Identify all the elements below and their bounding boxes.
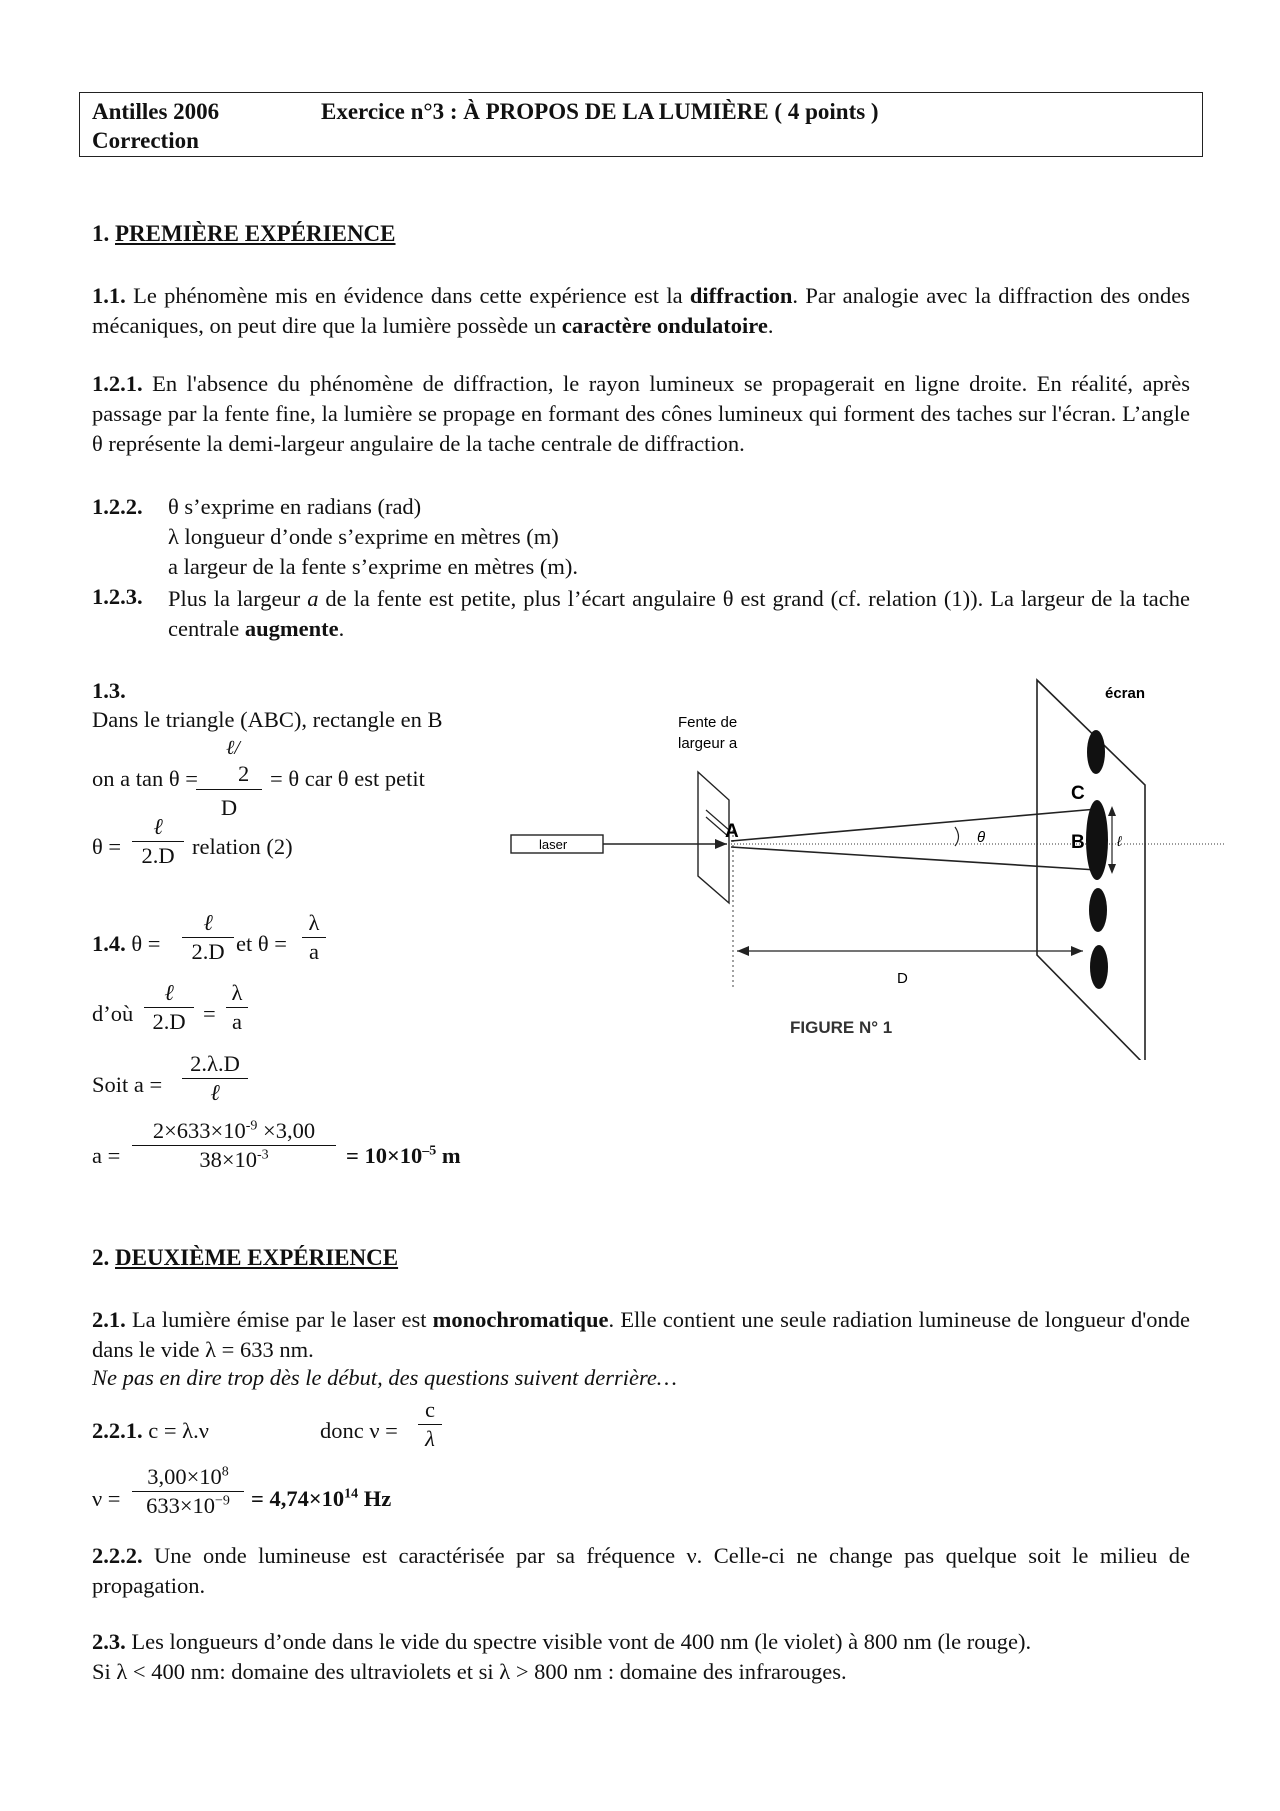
theta-label: θ <box>977 829 986 846</box>
theta-eq-label: θ = <box>92 834 122 859</box>
a-result: = $10\times 10^{-5}$ m <box>346 1143 461 1168</box>
equals-sign: = <box>203 1001 216 1026</box>
lambda-over-a-fraction: λ a <box>302 910 326 965</box>
nu-result: = $4,74\times 10^{14}$ Hz <box>251 1486 392 1511</box>
label-1-2-2: 1.2.2. <box>92 494 143 519</box>
paragraph-2-2-2: 2.2.2. Une onde lumineuse est caractérisée par sa fréquence ν. Celle-ci ne change pas quelque soit le milieu de propagation. <box>92 1543 1190 1598</box>
figure-caption: FIGURE N° 1 <box>790 1018 893 1037</box>
header-title: Exercice n°3 : À PROPOS DE LA LUMIÈRE ( 4 points ) <box>321 99 879 124</box>
dou-label: d’où <box>92 1001 134 1026</box>
spot-bottom <box>1090 945 1108 989</box>
paragraph-1-2-1: 1.2.1. En l'absence du phénomène de diffraction, le rayon lumineux se propagerait en ligne droite. En réalité, après passage par la fente fine, la lumière se propage en formant des cônes lumineux qui forment des taches sur l'écran. L’angle θ représente la demi-largeur angulaire de la tache centrale de diffraction. <box>92 371 1190 456</box>
nu-calc-label: ν = <box>92 1486 121 1511</box>
c-lambda-nu: 2.2.1. c = λ.ν <box>92 1418 209 1443</box>
spot-lower <box>1089 888 1107 932</box>
paragraph-2-3-line2: Si λ < 400 nm: domaine des ultraviolets et si λ > 800 nm : domaine des infrarouges. <box>92 1659 847 1684</box>
ecran-label: écran <box>1105 685 1146 702</box>
point-C: C <box>1071 783 1085 804</box>
soit-label: Soit a = <box>92 1072 163 1097</box>
spot-central <box>1086 800 1108 880</box>
triangle-statement: Dans le triangle (ABC), rectangle en B <box>92 707 443 732</box>
point-A: A <box>725 821 739 842</box>
paragraph-2-1: 2.1. La lumière émise par le laser est monochromatique. Elle contient une seule radiation lumineuse de longueur d'onde dans le vide λ = 633 nm. <box>92 1307 1190 1362</box>
diffraction-figure <box>505 660 1225 1060</box>
unit-theta: θ s’exprime en radians (rad) <box>168 494 422 519</box>
slit-label-1: Fente de <box>678 714 738 731</box>
D-label: D <box>897 970 908 987</box>
section-2-heading: 2. DEUXIÈME EXPÉRIENCE <box>92 1245 399 1270</box>
ell-label: ℓ <box>1117 833 1122 849</box>
section-1-heading: 1. PREMIÈRE EXPÉRIENCE <box>92 221 396 246</box>
teacher-note: Ne pas en dire trop dès le début, des questions suivent derrière… <box>92 1365 677 1390</box>
ell-over-2D-fraction-2: ℓ 2.D <box>182 910 234 965</box>
header-year: Antilles 2006 <box>92 99 220 124</box>
a-calc-fraction: $2\times 633\times 10^{-9} \times 3,00$ $38\times 10^{-3}$ <box>132 1118 336 1173</box>
label-1-2-3: 1.2.3. <box>92 584 143 609</box>
paragraph-1-1: 1.1. Le phénomène mis en évidence dans cette expérience est la diffraction. Par analogie avec la diffraction des ondes mécaniques, on peut dire que la lumière possède un caractère ondulatoire. <box>92 283 1191 338</box>
slit-label-2: largeur a <box>678 735 738 752</box>
paragraph-2-3-line1: 2.3. Les longueurs d’onde dans le vide du spectre visible vont de 400 nm (le violet) à 800 nm (le rouge). <box>92 1629 1032 1654</box>
ell-over-2D-fraction: ℓ 2.D <box>132 814 184 869</box>
a-calc-label: a = <box>92 1143 121 1168</box>
small-angle-note: = θ car θ est petit <box>270 766 425 791</box>
nu-calc-fraction: $3,00\times 10^8$ $633\times 10^{-9}$ <box>132 1464 244 1519</box>
tan-theta-label: on a tan θ = <box>92 766 198 791</box>
header-correction: Correction <box>92 128 199 153</box>
spot-top <box>1087 730 1105 774</box>
formula-1-4: 1.4. θ = <box>92 931 161 956</box>
point-B: B <box>1071 832 1085 853</box>
half-ell-over-D-fraction: ℓ/ 2 D <box>196 737 262 821</box>
label-1-3: 1.3. <box>92 678 126 703</box>
laser-label: laser <box>539 837 568 852</box>
relation-2: relation (2) <box>192 834 293 859</box>
donc-nu: donc ν = <box>320 1418 398 1443</box>
lambda-over-a-fraction-2: λ a <box>226 980 248 1035</box>
unit-a: a largeur de la fente s’exprime en mètres (m). <box>168 554 579 579</box>
ell-over-2D-fraction-3: ℓ 2.D <box>144 980 194 1035</box>
paragraph-1-2-3: Plus la largeur a de la fente est petite, plus l’écart angulaire θ est grand (cf. relation (1)). La largeur de la tache centrale augmente. <box>168 586 1191 641</box>
unit-lambda: λ longueur d’onde s’exprime en mètres (m) <box>168 524 559 549</box>
et-theta: et θ = <box>236 931 287 956</box>
a-expression-fraction: 2.λ.D ℓ <box>182 1051 248 1106</box>
c-over-lambda-fraction: c λ <box>418 1397 442 1452</box>
